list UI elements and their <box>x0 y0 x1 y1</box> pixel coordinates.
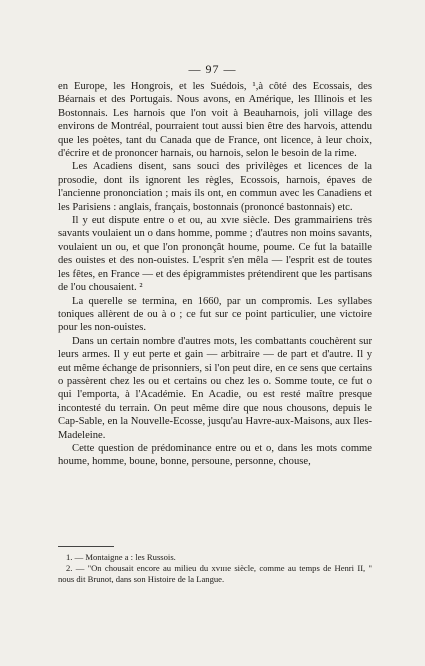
paragraph-2: Les Acadiens disent, sans souci des privilèges et licences de la prosodie, dont ils ignorent les règles, Ecossois, harnois, épaves de l'ancienne prononciation ; mais ils ont, en commun avec les Canadiens et les Parisiens : anglais, français, bostonnais (prononcé bastonnais) etc. <box>58 161 372 213</box>
paragraph-6: Cette question de prédominance entre ou et o, dans les mots comme houme, homme, boune, bonne, persoune, personne, chouse, <box>58 442 372 468</box>
paragraph-4: La querelle se termina, en 1660, par un compromis. Les syllabes toniques allèrent de ou à o ; ce fut sur ce point particulier, une victoire pour les non-ouistes. <box>58 295 372 334</box>
footnote-1: 1. — Montaigne a : les Russois. <box>66 552 176 562</box>
page-number: — 97 — <box>188 62 237 76</box>
paragraph-3: Il y eut dispute entre o et ou, au xvɪe siècle. Des grammairiens très savants voulaient un o dans homme, pomme ; d'autres non moins savants, voulaient un ou, et que l'on prononçât houme, poume. Ce fut la bataille des ouistes et des non-ouistes. L'esprit s'en mêla — l'esprit est de toutes les fêtes, en France — et des épigrammistes prétendirent que les partisans de l'ou chousaient. ² <box>58 215 372 294</box>
footnotes <box>58 546 372 585</box>
footnote-2: 2. — "On chousait encore au milieu du xvɪɪɪe siècle, comme au temps de Henri II, " nous dit Brunot, dans son Histoire de la Langue. <box>58 563 372 584</box>
body-text <box>58 80 372 469</box>
paragraph-5: Dans un certain nombre d'autres mots, les combattants couchèrent sur leurs armes. Il y eut perte et gain — arbitraire — de part et d'autre. Il y eut même échange de prisonniers, si l'on peut dire, en ce sens que certains o passèrent chez les ou et certains ou chez les o. Somme toute, ce fut o qui l'emporta, à l'Académie. En Acadie, ou est resté maître presque incontesté du terrain. On peut même dire que nous chousons, depuis le Cap-Sable, en la Nouvelle-Ecosse, jusqu'au Havre-aux-Maisons, aux Iles-Madeleine. <box>58 335 372 441</box>
footnote-divider <box>58 546 114 547</box>
paragraph-1: en Europe, les Hongrois, et les Suédois, ¹,à côté des Ecossais, des Béarnais et des Portugais. Nous avons, en Amérique, les Illinois et les Bostonnais. Les harnois que l'on voit à Beauharnois, joli village des environs de Montréal, pourraient tout aussi bien être des harvois, attendu que les poètes, tant du Canada que de France, ont licence, à leur choix, d'écrire et de prononcer harnais, ou harnois, selon le besoin de la rime. <box>58 81 372 160</box>
